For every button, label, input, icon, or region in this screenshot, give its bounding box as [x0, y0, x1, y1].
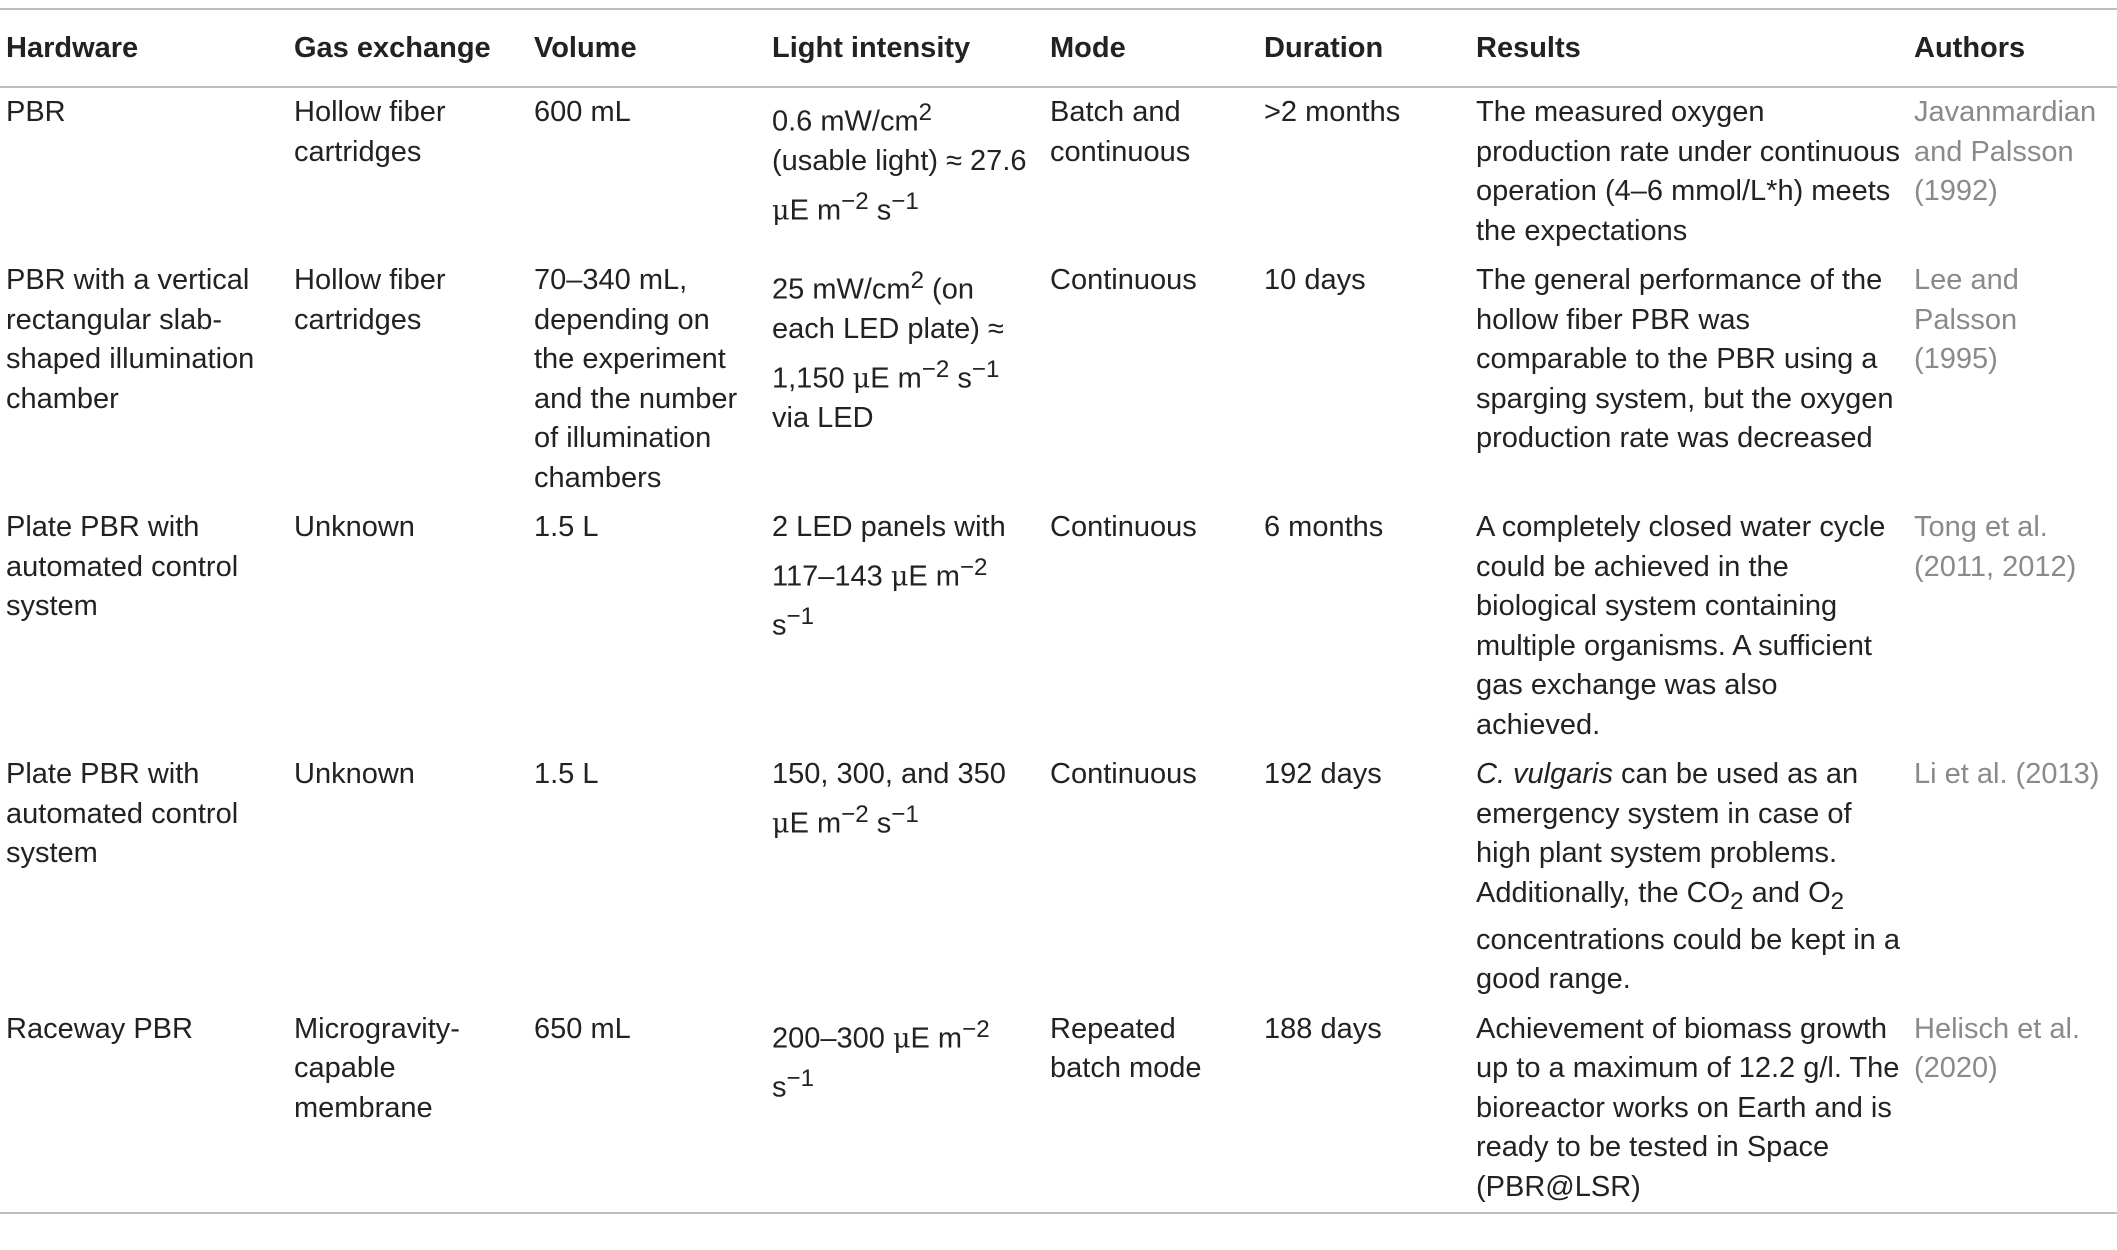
cell-volume: 650 mL: [534, 1012, 631, 1045]
column-header-volume: Volume: [534, 32, 637, 64]
cell-authors[interactable]: Li et al. (2013): [1914, 758, 2100, 790]
column-header-gas-exchange: Gas exchange: [294, 32, 491, 64]
cell-gas-exchange: Hollow fiber cartridges: [294, 96, 446, 168]
cell-volume: 70–340 mL, depending on the experiment and the number of illumination chambers: [534, 264, 738, 494]
column-header-results: Results: [1476, 32, 1581, 64]
cell-light-intensity: 150, 300, and 350 μE $m^{-2}$ $s^{-1}$: [772, 758, 1006, 840]
table-row: [0, 1005, 2117, 1214]
cell-light-intensity: 25 $mW/cm^2$ (on each LED plate) ≈ 1,150 μE $m^{-2}$ $s^{-1}$ via LED: [772, 267, 1004, 434]
cell-gas-exchange: Unknown: [294, 758, 415, 790]
table-row: [0, 87, 2117, 256]
column-header-authors: Authors: [1914, 32, 2026, 64]
cell-volume: 1.5 L: [534, 511, 599, 543]
cell-gas-exchange: Unknown: [294, 511, 415, 543]
cell-hardware: PBR: [6, 96, 66, 128]
cell-hardware: Raceway PBR: [6, 1012, 193, 1045]
cell-results: Achievement of biomass growth up to a maximum of 12.2 g/l. The bioreactor works on Earth and is ready to be tested in Space (PBR@LSR): [1476, 1012, 1900, 1203]
table-row: [0, 256, 2117, 503]
cell-authors[interactable]: Helisch et al. (2020): [1914, 1012, 2081, 1085]
cell-authors[interactable]: Tong et al. (2011, 2012): [1914, 511, 2077, 583]
column-header-light-intensity: Light intensity: [772, 32, 971, 64]
cell-duration: 10 days: [1264, 264, 1366, 296]
cell-authors[interactable]: Javanmardian and Palsson (1992): [1914, 96, 2097, 207]
cell-mode: Continuous: [1050, 511, 1197, 543]
cell-mode: Continuous: [1050, 264, 1197, 296]
cell-duration: 6 months: [1264, 511, 1384, 543]
cell-hardware: PBR with a vertical rectangular slab-shaped illumination chamber: [6, 264, 255, 415]
cell-duration: 188 days: [1264, 1012, 1382, 1045]
cell-light-intensity: 2 LED panels with 117–143 μE $m^{-2}$ $s^{-1}$: [772, 511, 1006, 642]
data-table: [0, 8, 2117, 1214]
cell-volume: 600 mL: [534, 96, 631, 128]
cell-results: The measured oxygen production rate under continuous operation (4–6 mmol/L*h) meets the expectations: [1476, 96, 1901, 247]
cell-light-intensity: 0.6 $mW/cm^2$ (usable light) ≈ 27.6 μE $m^{-2}$ $s^{-1}$: [772, 99, 1027, 227]
cell-results: A completely closed water cycle could be achieved in the biological system containing multiple organisms. A sufficient gas exchange was also achieved.: [1476, 511, 1886, 741]
table-row: [0, 503, 2117, 750]
cell-results: C. vulgaris can be used as an emergency system in case of high plant system problems. Additionally, the $CO_2$ and $O_2$ concentrations could be kept in a good range.: [1476, 758, 1900, 996]
cell-gas-exchange: Microgravity-capable membrane: [294, 1012, 460, 1124]
cell-duration: >2 months: [1264, 96, 1401, 128]
column-header-hardware: Hardware: [6, 32, 139, 64]
cell-mode: Repeated batch mode: [1050, 1012, 1202, 1085]
column-header-duration: Duration: [1264, 32, 1384, 64]
header-row: [0, 9, 2117, 87]
cell-gas-exchange: Hollow fiber cartridges: [294, 264, 446, 336]
cell-light-intensity: 200–300 μE $m^{-2}$ $s^{-1}$: [772, 1015, 990, 1104]
cell-volume: 1.5 L: [534, 758, 599, 790]
cell-results: The general performance of the hollow fiber PBR was comparable to the PBR using a sparging system, but the oxygen production rate was decreased: [1476, 264, 1894, 454]
cell-hardware: Plate PBR with automated control system: [6, 758, 239, 869]
cell-authors[interactable]: Lee and Palsson (1995): [1914, 264, 2019, 375]
cell-hardware: Plate PBR with automated control system: [6, 511, 239, 622]
cell-mode: Batch and continuous: [1050, 96, 1191, 168]
column-header-mode: Mode: [1050, 32, 1126, 64]
cell-mode: Continuous: [1050, 758, 1197, 790]
table-row: [0, 750, 2117, 1005]
cell-duration: 192 days: [1264, 758, 1382, 790]
